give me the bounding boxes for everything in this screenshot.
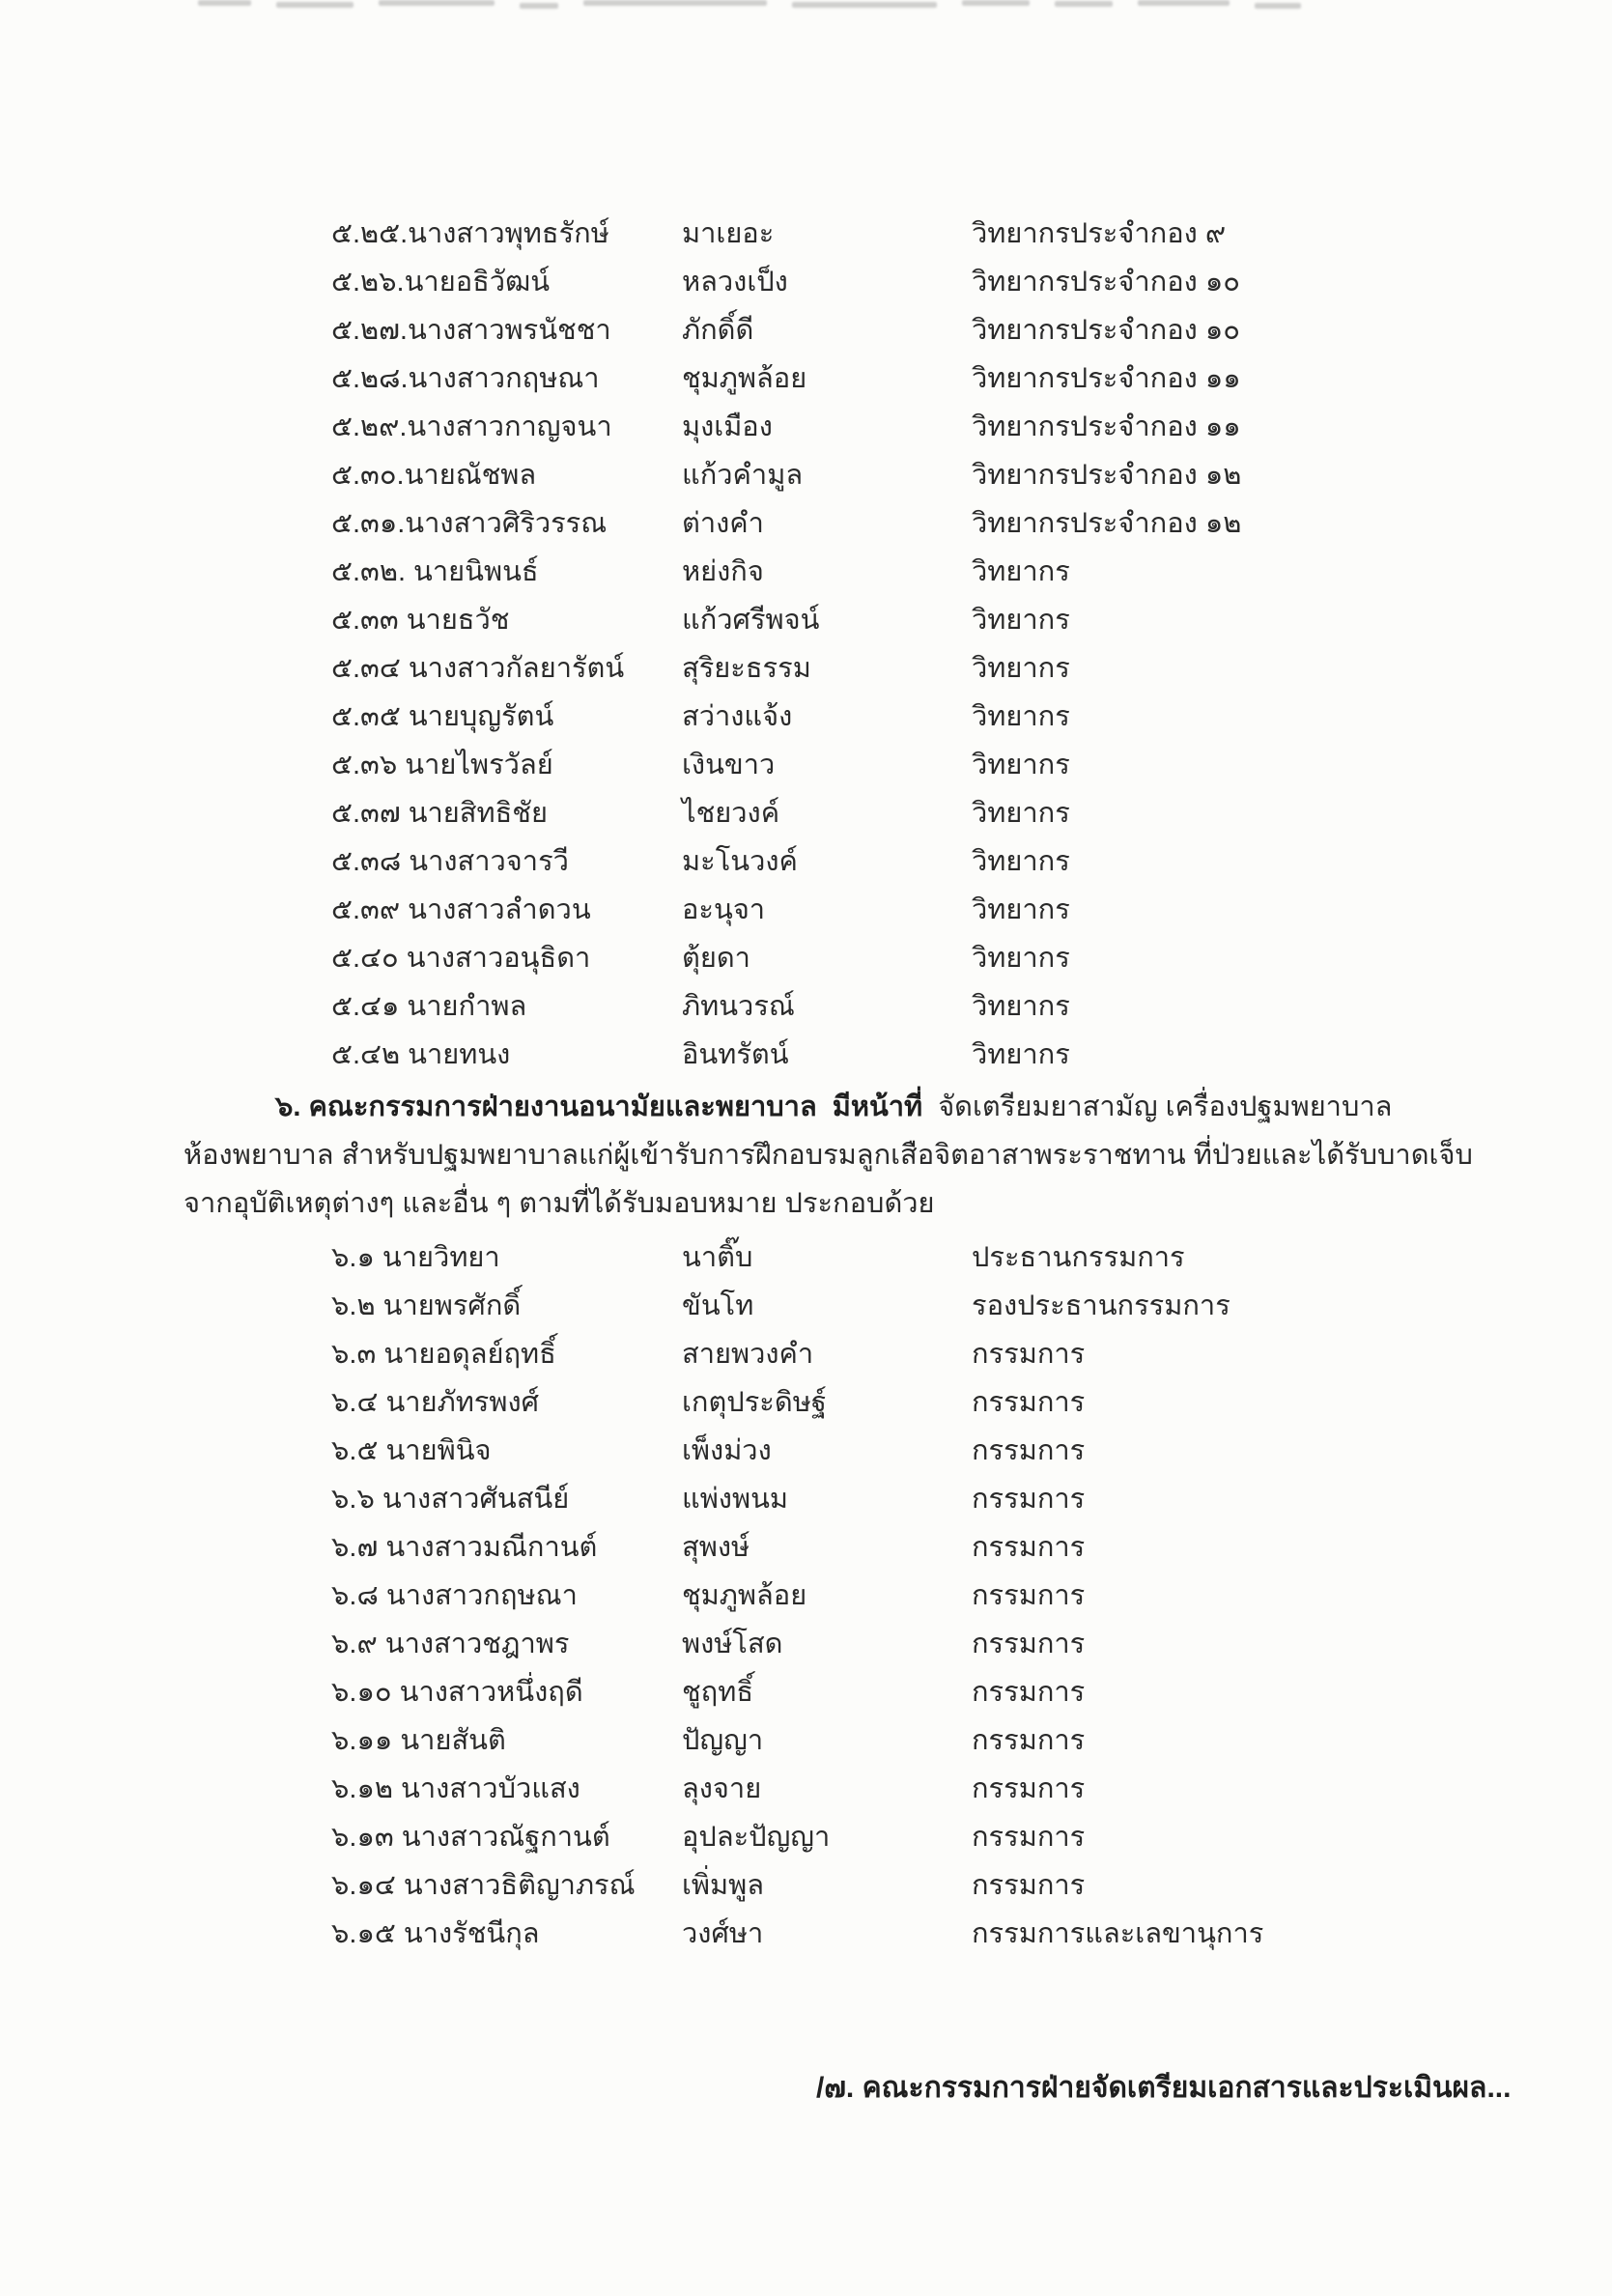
list-item <box>331 740 1525 788</box>
member-surname: เกตุประดิษฐ์ <box>682 1387 827 1418</box>
member-position: วิทยากร <box>972 846 1070 877</box>
member-position: วิทยากร <box>972 750 1070 780</box>
member-surname: แก้วคำมูล <box>682 460 804 491</box>
member-position: กรรมการ <box>972 1629 1086 1659</box>
member-surname: ขันโท <box>682 1290 754 1321</box>
page-continuation-note <box>816 2063 1511 2112</box>
list-item <box>331 836 1525 885</box>
member-position: กรรมการ <box>972 1339 1086 1370</box>
member-name: ๕.๔๒ นายทนง <box>331 1039 511 1070</box>
list-item <box>331 1426 1525 1474</box>
body-line <box>184 1178 1467 1227</box>
member-surname: สุพงษ์ <box>682 1532 750 1563</box>
list-item <box>331 1233 1525 1281</box>
list-item <box>331 1281 1525 1329</box>
member-position: ประธานกรรมการ <box>972 1242 1185 1273</box>
member-position: วิทยากรประจำกอง ๙ <box>972 218 1227 249</box>
member-surname: พงษ์โสด <box>682 1629 783 1659</box>
member-name: ๖.๑๒ นางสาวบัวแสง <box>331 1773 580 1804</box>
member-surname: นาติ๊บ <box>682 1242 753 1273</box>
member-position: วิทยากร <box>972 991 1070 1022</box>
member-surname: แก้วศรีพจน์ <box>682 605 820 636</box>
list-item <box>331 1860 1525 1909</box>
section-6-title: ๖. คณะกรรมการฝ่ายงานอนามัยและพยาบาล <box>275 1091 817 1122</box>
member-surname: อินทรัตน์ <box>682 1039 789 1070</box>
member-position: กรรมการ <box>972 1484 1086 1515</box>
member-position: วิทยากร <box>972 894 1070 925</box>
member-name: ๖.๕ นายพินิจ <box>331 1435 492 1466</box>
member-name: ๕.๓๘ นางสาวจารวี <box>331 846 569 877</box>
member-surname: ชุมภูพล้อย <box>682 1580 807 1611</box>
member-position: วิทยากรประจำกอง ๑๑ <box>972 411 1241 442</box>
member-surname: อะนุจา <box>682 894 766 925</box>
member-name: ๖.๖ นางสาวศันสนีย์ <box>331 1484 570 1515</box>
member-surname: หลวงเป็ง <box>682 267 788 298</box>
member-position: วิทยากรประจำกอง ๑๐ <box>972 315 1240 346</box>
member-surname: ภักดิ์ดี <box>682 315 754 346</box>
member-surname: มะโนวงค์ <box>682 846 798 877</box>
member-name: ๖.๘ นางสาวกฤษณา <box>331 1580 578 1611</box>
list-item <box>331 354 1525 402</box>
list-item <box>331 933 1525 981</box>
member-position: กรรมการ <box>972 1870 1086 1901</box>
section-6-body-line-3: จากอุบัติเหตุต่างๆ และอื่น ๆ ตามที่ได้รับมอบหมาย ประกอบด้วย <box>184 1188 935 1219</box>
member-position: กรรมการ <box>972 1725 1086 1756</box>
continuation-text: /๗. คณะกรรมการฝ่ายจัดเตรียมเอกสารและประเมินผล... <box>816 2071 1512 2104</box>
member-name: ๖.๙ นางสาวชฎาพร <box>331 1629 570 1659</box>
member-position: รองประธานกรรมการ <box>972 1290 1230 1321</box>
member-name: ๖.๑ นายวิทยา <box>331 1242 500 1273</box>
member-position: กรรมการ <box>972 1532 1086 1563</box>
member-name: ๕.๔๑ นายกำพล <box>331 991 527 1022</box>
list-item <box>331 1909 1525 1957</box>
member-name: ๕.๒๘.นางสาวกฤษณา <box>331 363 600 394</box>
list-item <box>331 643 1525 692</box>
member-name: ๖.๗ นางสาวมณีกานต์ <box>331 1532 598 1563</box>
member-name: ๕.๓๓ นายธวัช <box>331 605 510 636</box>
member-position: วิทยากร <box>972 1039 1070 1070</box>
list-item <box>331 1377 1525 1426</box>
member-position: วิทยากร <box>972 653 1070 684</box>
member-position: วิทยากร <box>972 798 1070 829</box>
page-top-scan-artifact <box>198 0 1396 9</box>
list-item <box>331 788 1525 836</box>
list-item <box>331 595 1525 643</box>
member-position: กรรมการ <box>972 1773 1086 1804</box>
list-item <box>331 1812 1525 1860</box>
member-name: ๖.๑๔ นางสาวธิติญาภรณ์ <box>331 1870 636 1901</box>
member-position: กรรมการ <box>972 1677 1086 1708</box>
list-item <box>331 885 1525 933</box>
member-position: วิทยากร <box>972 943 1070 974</box>
member-surname: ชุมภูพล้อย <box>682 363 807 394</box>
member-position: วิทยากรประจำกอง ๑๒ <box>972 460 1242 491</box>
member-name: ๖.๑๕ นางรัชนีกุล <box>331 1918 540 1949</box>
member-surname: สายพวงคำ <box>682 1339 814 1370</box>
list-item <box>331 1667 1525 1715</box>
member-name: ๕.๓๑.นางสาวศิริวรรณ <box>331 508 608 539</box>
member-name: ๖.๑๓ นางสาวณัฐกานต์ <box>331 1822 610 1853</box>
member-surname: เพิ่มพูล <box>682 1870 765 1901</box>
member-name: ๕.๓๔ นางสาวกัลยารัตน์ <box>331 653 625 684</box>
member-position: กรรมการและเลขานุการ <box>972 1918 1264 1949</box>
list-item <box>331 1474 1525 1522</box>
section-6-duty-label: มีหน้าที่ <box>832 1091 923 1122</box>
member-surname: ต่างคำ <box>682 508 764 539</box>
member-name: ๕.๔๐ นางสาวอนุธิดา <box>331 943 591 974</box>
section-6-duty-text: จัดเตรียมยาสามัญ เครื่องปฐมพยาบาล <box>938 1091 1393 1122</box>
list-item <box>331 402 1525 450</box>
member-surname: อุปละปัญญา <box>682 1822 831 1853</box>
member-surname: มุงเมือง <box>682 411 773 442</box>
list-item <box>331 305 1525 354</box>
member-surname: หย่งกิจ <box>682 556 764 587</box>
list-item <box>331 1522 1525 1571</box>
member-name: ๕.๓๐.นายณัชพล <box>331 460 537 491</box>
list-item <box>331 1571 1525 1619</box>
committee-6-heading-paragraph <box>184 1082 1473 1227</box>
list-item <box>331 1619 1525 1667</box>
list-item <box>331 209 1525 257</box>
member-position: กรรมการ <box>972 1822 1086 1853</box>
member-name: ๖.๔ นายภัทรพงศ์ <box>331 1387 540 1418</box>
member-position: วิทยากร <box>972 556 1070 587</box>
member-position: วิทยากรประจำกอง ๑๑ <box>972 363 1241 394</box>
section-6-body-line-2: ห้องพยาบาล สำหรับปฐมพยาบาลแก่ผู้เข้ารับการฝึกอบรมลูกเสือจิตอาสาพระราชทาน ที่ป่วยและได้รับบาดเจ็บ <box>184 1140 1473 1171</box>
member-name: ๕.๒๙.นางสาวกาญจนา <box>331 411 612 442</box>
member-position: วิทยากร <box>972 701 1070 732</box>
committee-6-member-list <box>331 1233 1525 1957</box>
member-surname: เงินขาว <box>682 750 776 780</box>
list-item <box>331 1715 1525 1764</box>
member-name: ๕.๒๖.นายอธิวัฒน์ <box>331 267 551 298</box>
list-item <box>331 450 1525 498</box>
member-surname: ลุงจาย <box>682 1773 762 1804</box>
member-name: ๕.๓๕ นายบุญรัตน์ <box>331 701 554 732</box>
member-surname: ปัญญา <box>682 1725 764 1756</box>
member-surname: ไชยวงค์ <box>682 798 780 829</box>
member-surname: ภิทนวรณ์ <box>682 991 795 1022</box>
member-position: กรรมการ <box>972 1387 1086 1418</box>
list-item <box>331 1764 1525 1812</box>
member-name: ๕.๓๒. นายนิพนธ์ <box>331 556 539 587</box>
member-name: ๖.๑๑ นายสันติ <box>331 1725 506 1756</box>
member-surname: วงศ์ษา <box>682 1918 764 1949</box>
member-position: กรรมการ <box>972 1435 1086 1466</box>
member-surname: แพ่งพนม <box>682 1484 789 1515</box>
member-surname: เพ็งม่วง <box>682 1435 772 1466</box>
heading-line <box>184 1082 1467 1130</box>
member-name: ๖.๓ นายอดุลย์ฤทธิ์ <box>331 1339 556 1370</box>
list-item <box>331 1030 1525 1078</box>
member-name: ๖.๑๐ นางสาวหนึ่งฤดี <box>331 1677 583 1708</box>
list-item <box>331 1329 1525 1377</box>
member-surname: สุริยะธรรม <box>682 653 811 684</box>
list-item <box>331 547 1525 595</box>
committee-5-member-list <box>331 209 1525 1078</box>
member-position: กรรมการ <box>972 1580 1086 1611</box>
member-surname: มาเยอะ <box>682 218 775 249</box>
member-name: ๕.๓๗ นายสิทธิชัย <box>331 798 548 829</box>
member-name: ๕.๒๕.นางสาวพุทธรักษ์ <box>331 218 609 249</box>
member-surname: ชูฤทธิ์ <box>682 1677 754 1708</box>
member-name: ๕.๓๙ นางสาวลำดวน <box>331 894 591 925</box>
list-item <box>331 692 1525 740</box>
member-name: ๕.๓๖ นายไพรวัลย์ <box>331 750 553 780</box>
member-position: วิทยากรประจำกอง ๑๐ <box>972 267 1240 298</box>
member-position: วิทยากร <box>972 605 1070 636</box>
body-line <box>184 1130 1473 1178</box>
member-surname: สว่างแจ้ง <box>682 701 793 732</box>
member-surname: ตุ้ยดา <box>682 943 750 974</box>
member-name: ๖.๒ นายพรศักดิ์ <box>331 1290 522 1321</box>
list-item <box>331 257 1525 305</box>
list-item <box>331 981 1525 1030</box>
member-name: ๕.๒๗.นางสาวพรนัชชา <box>331 315 611 346</box>
member-position: วิทยากรประจำกอง ๑๒ <box>972 508 1242 539</box>
list-item <box>331 498 1525 547</box>
